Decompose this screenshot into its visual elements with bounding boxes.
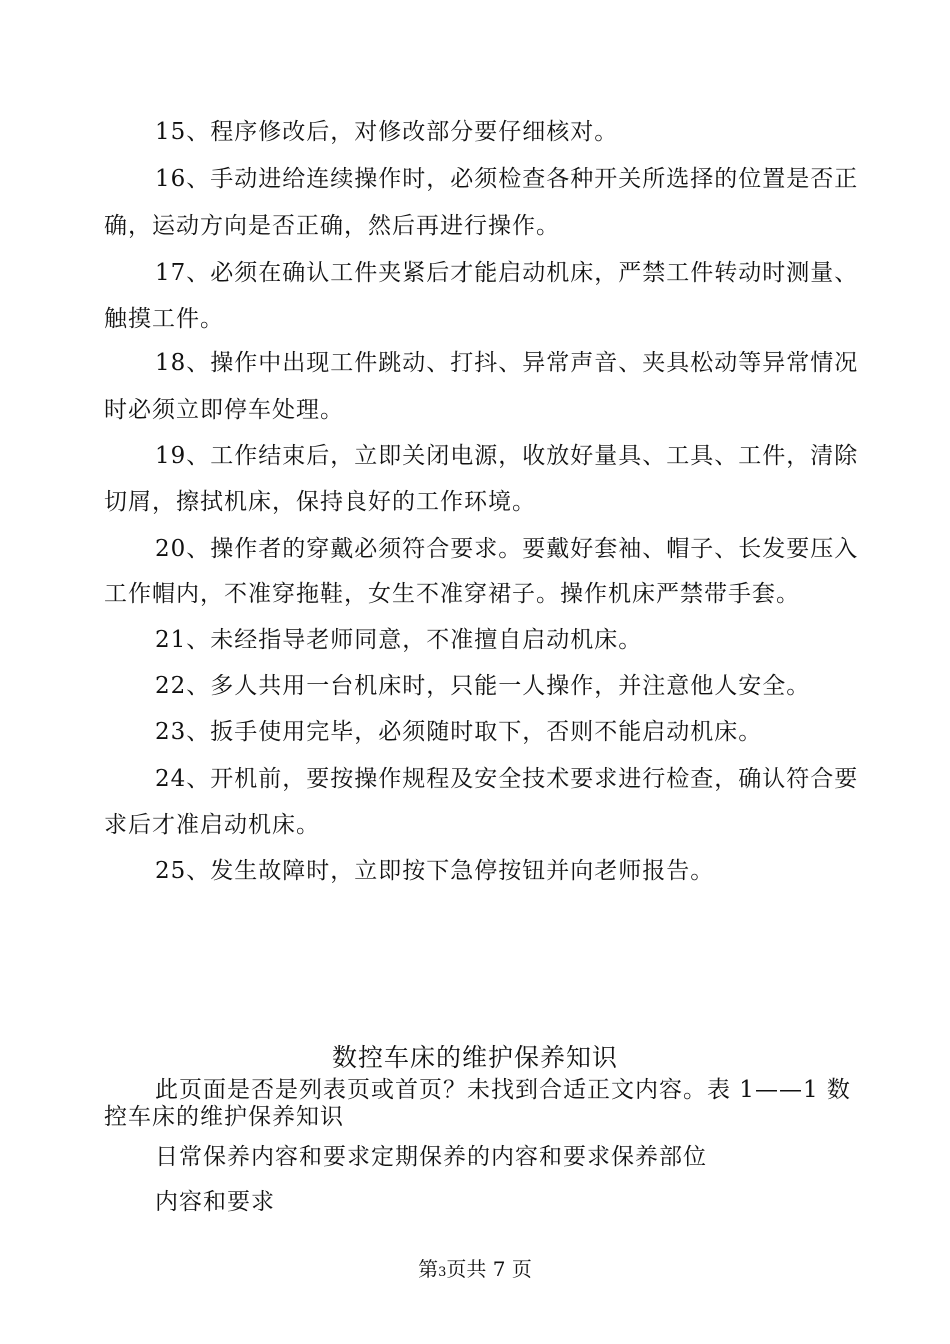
rule-18-line-1: 18、操作中出现工件跳动、打抖、异常声音、夹具松动等异常情况: [155, 350, 859, 376]
rule-23-line-1: 23、扳手使用完毕，必须随时取下，否则不能启动机床。: [155, 719, 763, 745]
footer-suffix: 页: [511, 1257, 532, 1281]
rule-17-line-1: 17、必须在确认工件夹紧后才能启动机床，严禁工件转动时测量、: [155, 260, 859, 286]
rule-19-line-2: 切屑，擦拭机床，保持良好的工作环境。: [104, 489, 536, 515]
footer-prefix: 第: [418, 1257, 439, 1281]
rule-16-line-2: 确，运动方向是否正确，然后再进行操作。: [104, 213, 560, 239]
rule-24-line-1: 24、开机前，要按操作规程及安全技术要求进行检查，确认符合要: [155, 766, 859, 792]
rule-22-line-1: 22、多人共用一台机床时，只能一人操作，并注意他人安全。: [155, 673, 811, 699]
section-title: 数控车床的维护保养知识: [331, 1043, 618, 1072]
rule-21-line-1: 21、未经指导老师同意，不准擅自启动机床。: [155, 627, 643, 653]
rule-17-line-2: 触摸工件。: [104, 306, 224, 332]
rule-20-line-2: 工作帽内，不准穿拖鞋，女生不准穿裙子。操作机床严禁带手套。: [104, 581, 800, 607]
rule-16-line-1: 16、手动进给连续操作时，必须检查各种开关所选择的位置是否正: [155, 166, 859, 192]
notice-line-2: 控车床的维护保养知识: [104, 1104, 344, 1130]
table-header-row-1: 日常保养内容和要求定期保养的内容和要求保养部位: [155, 1144, 707, 1170]
rule-24-line-2: 求后才准启动机床。: [104, 812, 320, 838]
table-header-row-2: 内容和要求: [155, 1189, 275, 1215]
page-footer: [0, 1255, 950, 1287]
rule-20-line-1: 20、操作者的穿戴必须符合要求。要戴好套袖、帽子、长发要压入: [155, 536, 859, 562]
footer-total-pages: 7: [492, 1257, 506, 1281]
notice-line-1: 此页面是否是列表页或首页？未找到合适正文内容。表 1——1 数: [155, 1077, 851, 1103]
rule-25-line-1: 25、发生故障时，立即按下急停按钮并向老师报告。: [155, 858, 715, 884]
rule-15-line-1: 15、程序修改后，对修改部分要仔细核对。: [155, 119, 619, 145]
rule-19-line-1: 19、工作结束后，立即关闭电源，收放好量具、工具、工件，清除: [155, 443, 859, 469]
footer-page-number: 3: [438, 1265, 447, 1280]
footer-middle: 页共: [446, 1257, 487, 1281]
rule-18-line-2: 时必须立即停车处理。: [104, 397, 344, 423]
